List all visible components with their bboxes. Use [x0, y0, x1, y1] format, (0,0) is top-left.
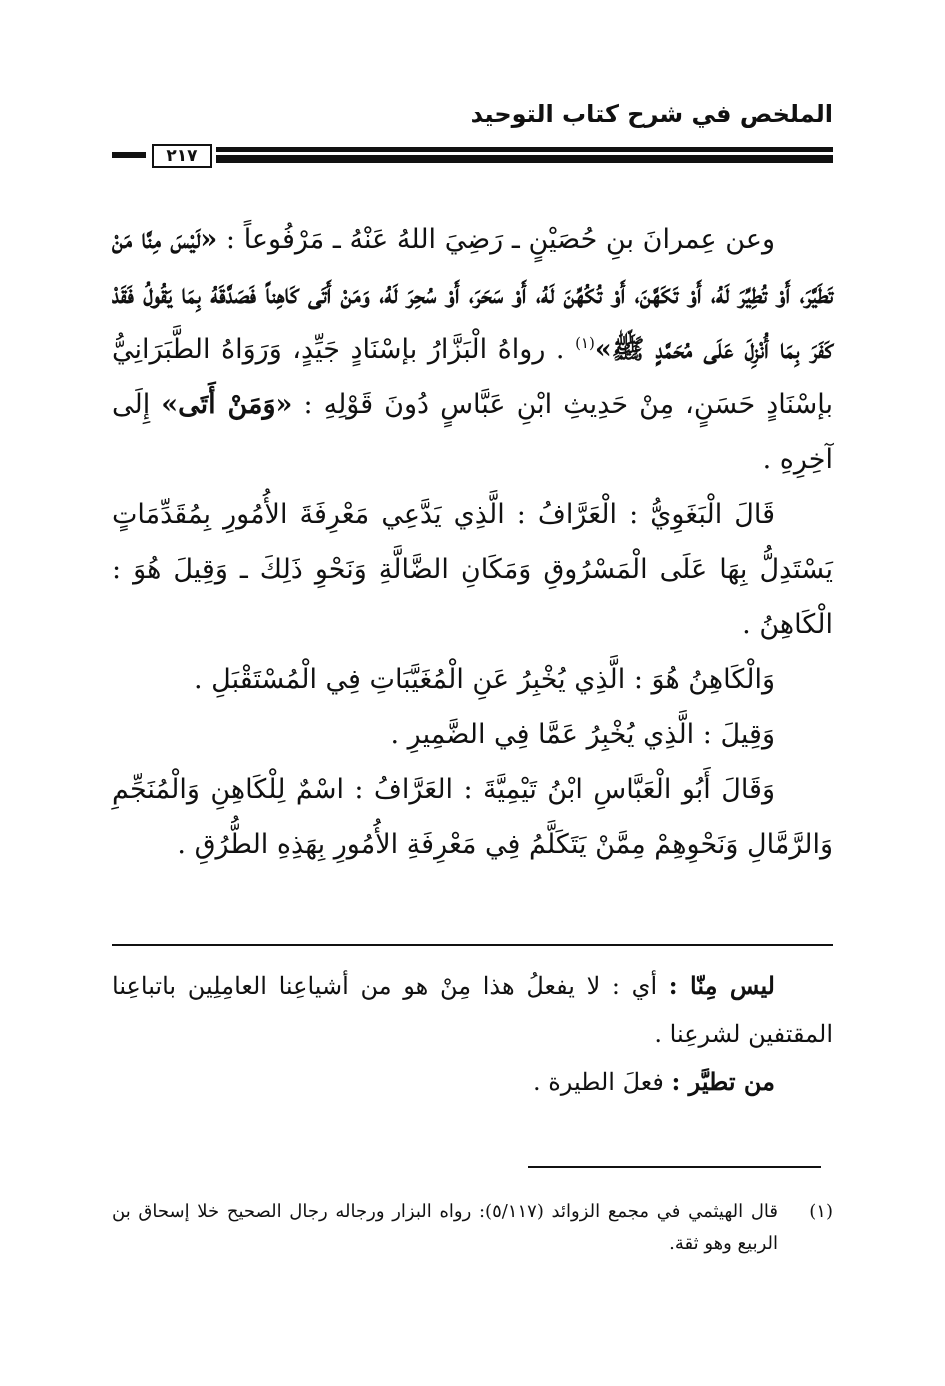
hadith-quote: «وَمَنْ أَتَى»	[161, 389, 293, 420]
header-rule-thick	[216, 155, 833, 163]
footnote-marker: (١)	[575, 334, 595, 352]
footnote-number: (١)	[809, 1201, 833, 1222]
footnote	[112, 1196, 833, 1260]
paragraph-kahin: وَالْكَاهِنُ هُوَ : الَّذِي يُخْبِرُ عَنِ الْمُغَيَّبَاتِ فِي الْمُسْتَقْبَلِ .	[193, 664, 775, 695]
footnote-separator	[528, 1166, 821, 1168]
paragraph-hadith	[112, 212, 833, 487]
hadith-tail: إِلَى آخِرِهِ .	[112, 389, 833, 475]
header-rule-left	[112, 152, 146, 158]
note-term: ليس مِنّا :	[668, 971, 775, 1000]
main-text	[112, 212, 833, 872]
running-title: الملخص في شرح كتاب التوحيد	[470, 100, 833, 128]
paragraph-qila: وَقِيلَ : الَّذِي يُخْبِرُ عَمَّا فِي الضَّمِيرِ .	[390, 719, 775, 750]
note-laysa-minna	[112, 962, 833, 1058]
paragraph-baghawi: قَالَ الْبَغَوِيُّ : الْعَرَّافُ : الَّذِي يَدَّعِي مَعْرِفَةَ الأُمُورِ بِمُقَدِّمَاتٍ يَسْتَدِلُّ بِهَا عَلَى الْمَسْرُوقِ وَمَكَانِ الضَّالَّةِ وَنَحْوِ ذَلِكَ ـ وَقِيلَ هُوَ : الْكَاهِنُ .	[112, 499, 833, 640]
hadith-source: . رواهُ الْبَزَّارُ بإسْنَادٍ جَيِّدٍ، وَرَوَاهُ الطَّبَرَانِيُّ بإسْنَادٍ حَسَنٍ، مِنْ حَدِيثِ ابْنِ عَبَّاسٍ دُونَ قَوْلِهِ :	[112, 334, 833, 420]
note-definition: أي : لا يفعلُ هذا مِنْ هو من أشياعِنا العامِلِين باتباعِنا المقتفين لشرعِنا .	[112, 972, 833, 1048]
header-rule	[112, 144, 833, 166]
hadith-text: «لَيْسَ مِنَّا مَنْ تَطَيَّرَ، أَوْ تُطِيِّرَ لَهُ، أَوْ تَكَهَّنَ، أَوْ تُكُهِّنَ لَهُ، أَوْ سَحَرَ، أَوْ سُحِرَ لَهُ، وَمَنْ أَتَى كَاهِناً فَصَدَّقَهُ بِمَا يَقُولُ فَقَدْ كَفَرَ بِمَا أُنْزِلَ عَلَى مُحَمَّدٍ ﷺ»	[112, 224, 834, 365]
notes-separator	[112, 944, 833, 946]
glossary-notes	[112, 962, 833, 1106]
page-number: ٢١٧	[152, 144, 212, 168]
footnote-text: قال الهيثمي في مجمع الزوائد (٥/١١٧): رواه البزار ورجاله رجال الصحيح خلا إسحاق بن الربيع وهو ثقة.	[112, 1201, 779, 1254]
note-term: من تطيَّر :	[671, 1067, 775, 1096]
header-rule-thin	[216, 147, 833, 152]
note-definition: فعلَ الطيرة .	[532, 1068, 664, 1096]
paragraph-ibn-taymiyya: وَقَالَ أَبُو الْعَبَّاسِ ابْنُ تَيْمِيَّةَ : العَرَّافُ : اسْمٌ لِلْكَاهِنِ وَالْمُنَجِّمِ وَالرَّمَّالِ وَنَحْوِهِمْ مِمَّنْ يَتَكَلَّمُ فِي مَعْرِفَةِ الأُمُورِ بِهَذِهِ الطُّرُقِ .	[112, 774, 833, 860]
hadith-intro: وعن عِمرانَ بنِ حُصَيْنٍ ـ رَضِيَ اللهُ عَنْهُ ـ مَرْفُوعاً :	[225, 224, 775, 255]
note-tatayyara	[112, 1058, 833, 1106]
